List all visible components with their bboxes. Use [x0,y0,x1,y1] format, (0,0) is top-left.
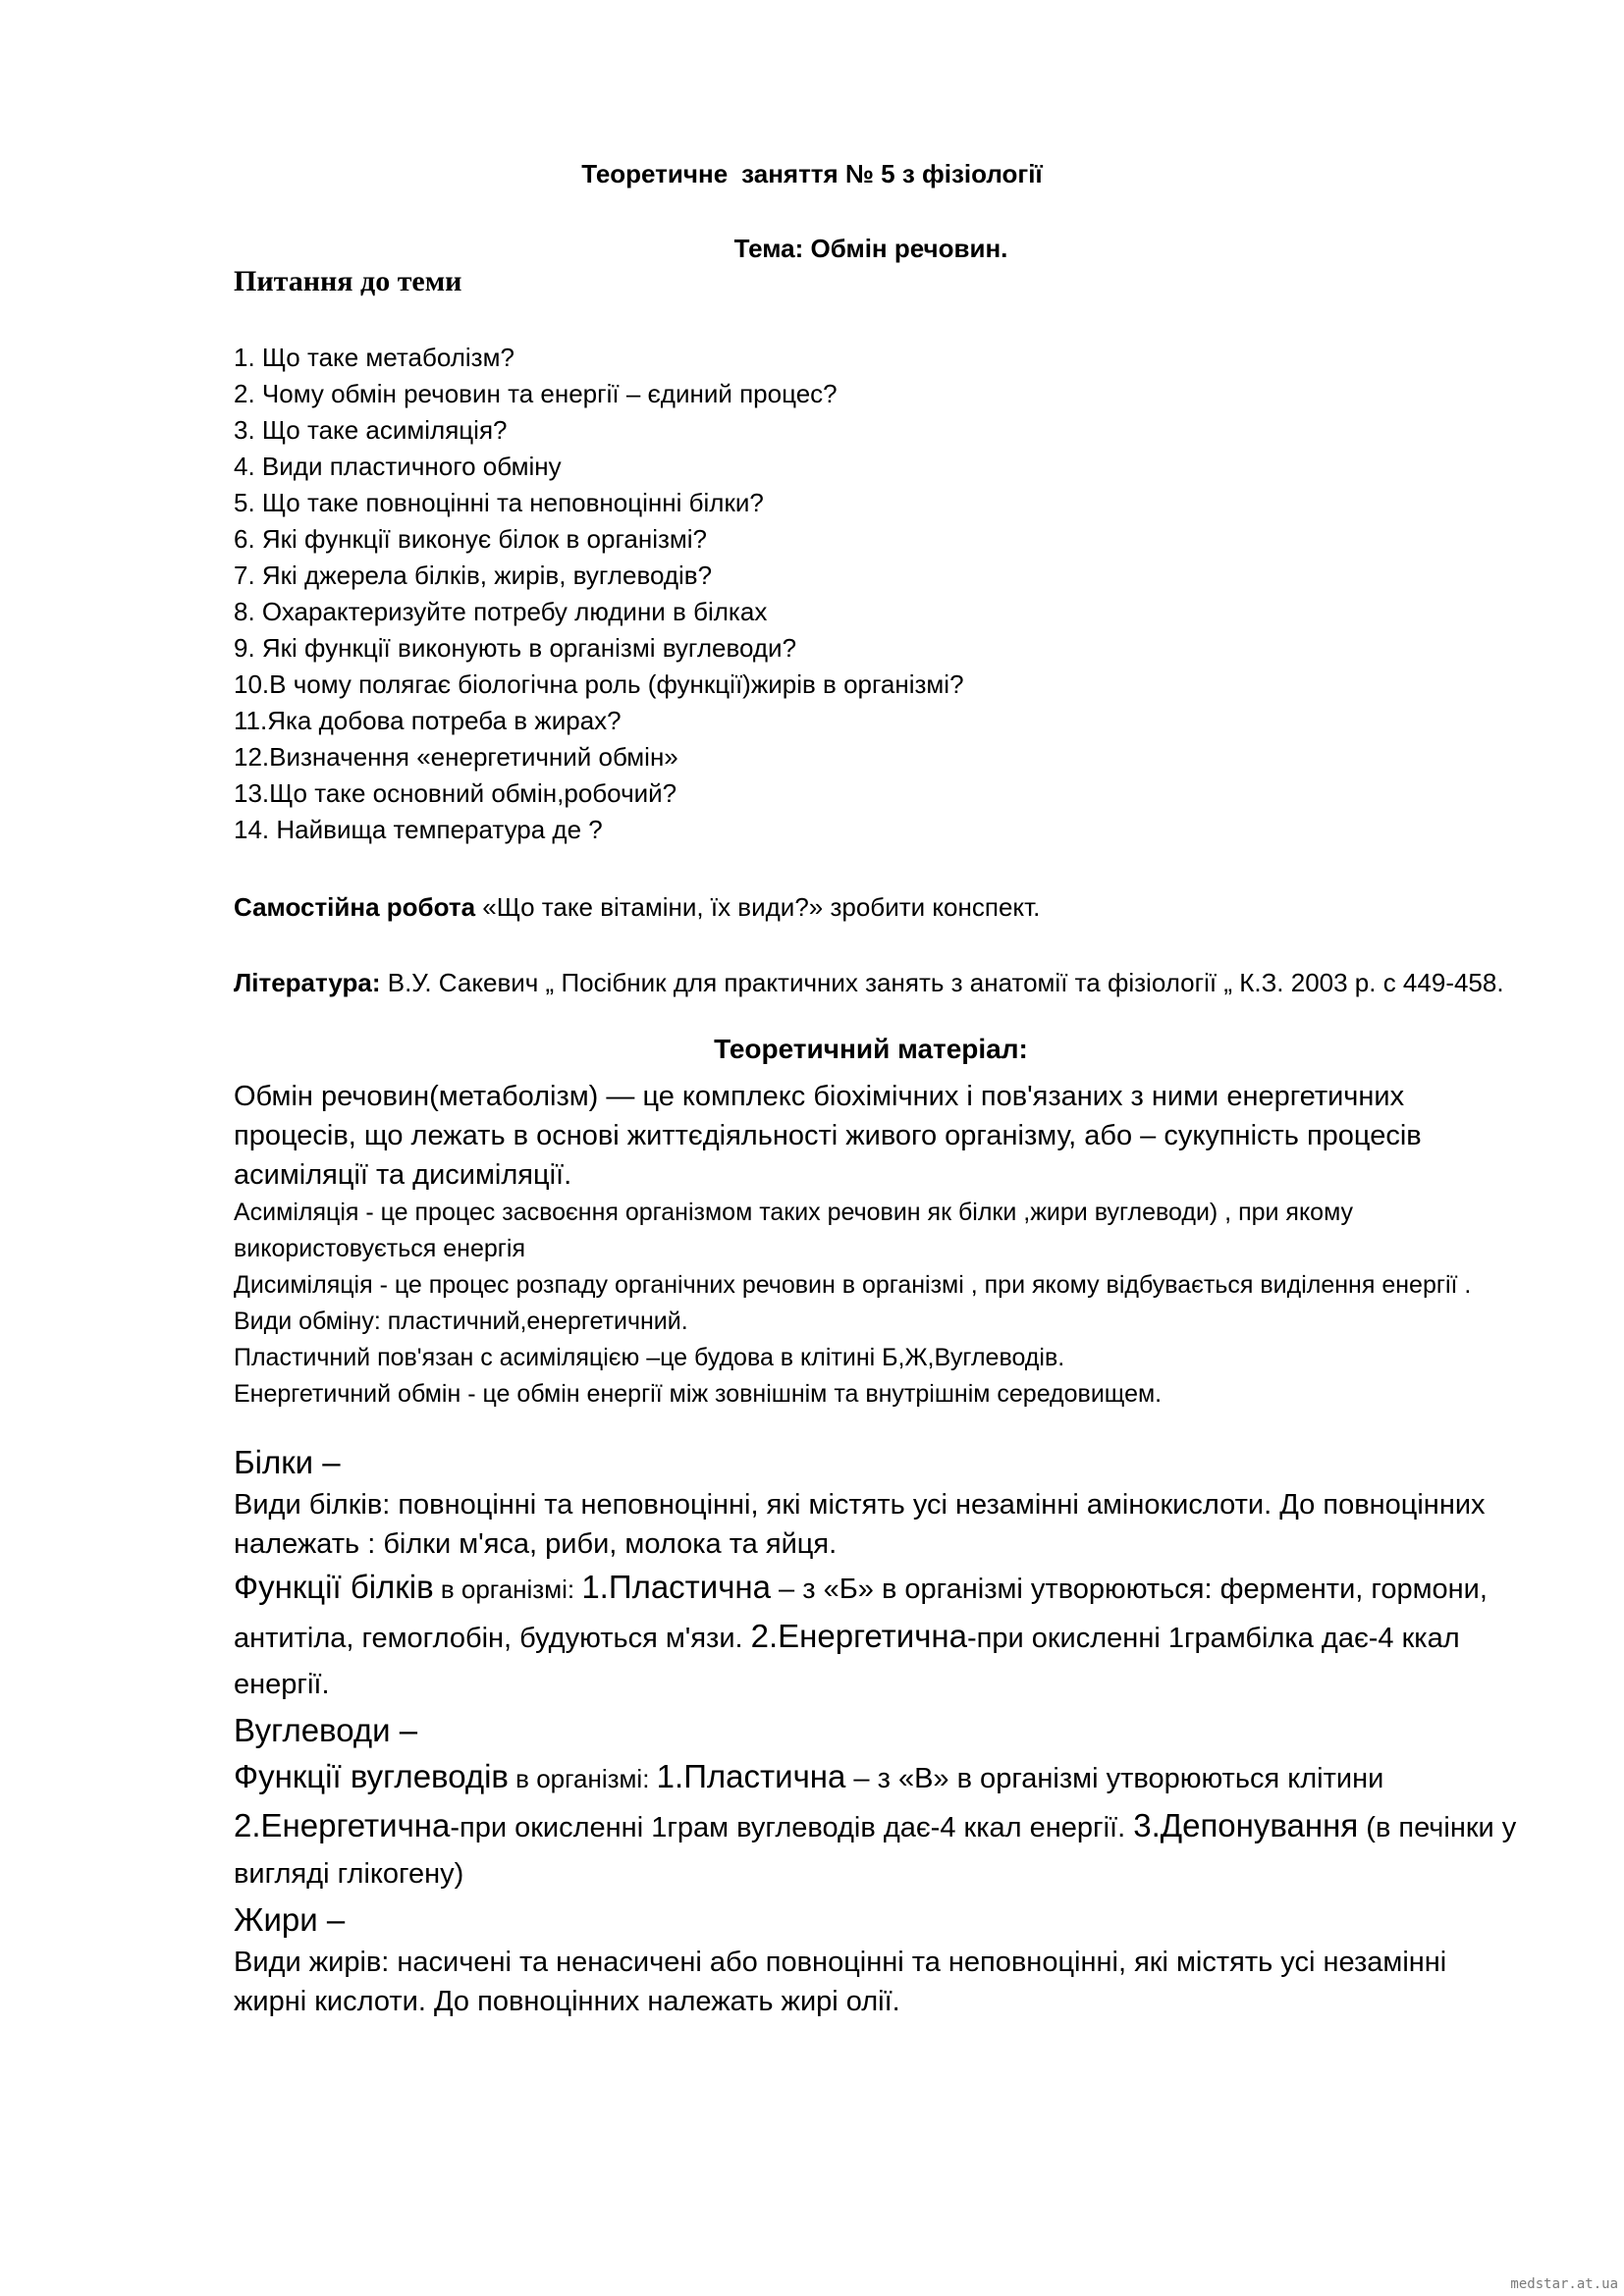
lesson-theme: Тема: Обмін речовин. [733,234,1008,263]
protein-plastic-text: – з «Б» в організмі утворюються: ферменти, гормони, антитіла, гемоглобін, будуються м'язи. [234,1574,1488,1654]
questions-heading: Питання до теми [234,265,462,297]
question-item: 3. Що таке асиміляція? [234,415,508,445]
questions-list [234,340,964,848]
question-item: 8. Охарактеризуйте потребу людини в білках [234,597,768,626]
question-item: 1. Що таке метаболізм? [234,343,514,372]
metabolism-definition: Обмін речовин(метаболізм) — це комплекс біохімічних і пов'язаних з ними енергетичних процесів, що лежать в основі життєдіяльності живого організму, або – сукупність процесів асиміляції та дисиміляції. [234,1081,1422,1191]
protein-functions [234,1564,1520,1708]
self-work-label: Самостійна робота [234,892,476,922]
site-watermark: medstar.at.ua [1510,2276,1618,2292]
question-item: 2. Чому обмін речовин та енергії – єдиний процес? [234,379,838,408]
protein-energy-label: 2.Енергетична [750,1618,967,1654]
question-item: 4. Види пластичного обміну [234,452,562,481]
lesson-title-part-2: заняття № 5 з фізіології [741,159,1043,188]
question-item: 6. Які функції виконує білок в організмі? [234,524,708,554]
theory-section [234,1077,1520,2021]
lesson-title [0,159,1624,189]
protein-types: Види білків: повноцінні та неповноцінні, які містять усі незамінні амінокислоти. До повноцінних належать : білки м'яса, риби, молока та яйця. [234,1489,1486,1560]
protein-plastic-label: 1.Пластична [581,1569,771,1605]
self-work-text: «Що таке вітаміни, їх види?» зробити конспект. [475,892,1041,922]
dissimilation-definition: Дисиміляція - це процес розпаду органічних речовин в організмі , при якому відбувається виділення енергії . [234,1271,1472,1299]
literature [234,964,1510,1001]
assimilation-definition: Асиміляція - це процес засвоєння організмом таких речовин як білки ,жири вуглеводи) , при якому використовується енергія [234,1199,1354,1262]
carbs-functions-label: Функції вуглеводів [234,1758,509,1794]
question-item: 14. Найвища температура де ? [234,815,603,844]
plastic-metabolism: Пластичний пов'язан с асиміляцією –це будова в клітині Б,Ж,Вуглеводів. [234,1344,1065,1371]
fats-heading: Жири – [234,1901,346,1938]
fats-text [234,1943,1520,2021]
protein-functions-label: Функції білків [234,1569,434,1605]
carbs-deposit-label: 3.Депонування [1133,1807,1359,1843]
question-item: 10.В чому полягає біологічна роль (функції)жирів в організмі? [234,669,964,699]
question-item: 5. Що таке повноцінні та неповноцінні білки? [234,488,764,517]
carbs-energy-text: -при окисленні 1грам вуглеводів дає-4 ккал енергії. [450,1812,1134,1843]
literature-text: В.У. Сакевич „ Посібник для практичних занять з анатомії та фізіології „ К.З. 2003 р. с 449-458. [380,968,1504,997]
self-work [234,889,1510,926]
carbs-deposit-text: (в печінки у вигляді глікогену) [234,1812,1517,1890]
carbs-plastic-label: 1.Пластична [656,1758,846,1794]
fats-types: Види жирів: насичені та ненасичені або повноцінні та неповноцінні, які містять усі незамінні жирні кислоти. До повноцінних належать жирі олії. [234,1947,1447,2017]
proteins-heading: Білки – [234,1444,341,1480]
question-item: 7. Які джерела білків, жирів, вуглеводів? [234,561,713,590]
carbs-heading: Вуглеводи – [234,1712,418,1748]
carbs-plastic-text: – з «В» в організмі утворюються клітини [845,1763,1384,1794]
metabolism-types: Види обміну: пластичний,енергетичний. [234,1308,688,1335]
carbs-functions [234,1753,1520,1897]
literature-label: Література: [234,968,381,997]
theory-heading: Теоретичний матеріал: [714,1034,1028,1064]
energy-metabolism: Енергетичний обмін - це обмін енергії між зовнішнім та внутрішнім середовищем. [234,1380,1163,1408]
lesson-title-part-1: Теоретичне [581,159,729,188]
question-item: 11.Яка добова потреба в жирах? [234,706,622,735]
carbs-functions-in: в організмі: [508,1764,657,1793]
question-item: 13.Що таке основний обмін,робочий? [234,778,677,808]
question-item: 9. Які функції виконують в організмі вуглеводи? [234,633,797,663]
protein-energy-text: -при окисленні 1грамбілка дає-4 ккал енергії. [234,1623,1460,1700]
question-item: 12.Визначення «енергетичний обмін» [234,742,678,772]
carbs-energy-label: 2.Енергетична [234,1807,451,1843]
protein-functions-in: в організмі: [433,1575,582,1604]
